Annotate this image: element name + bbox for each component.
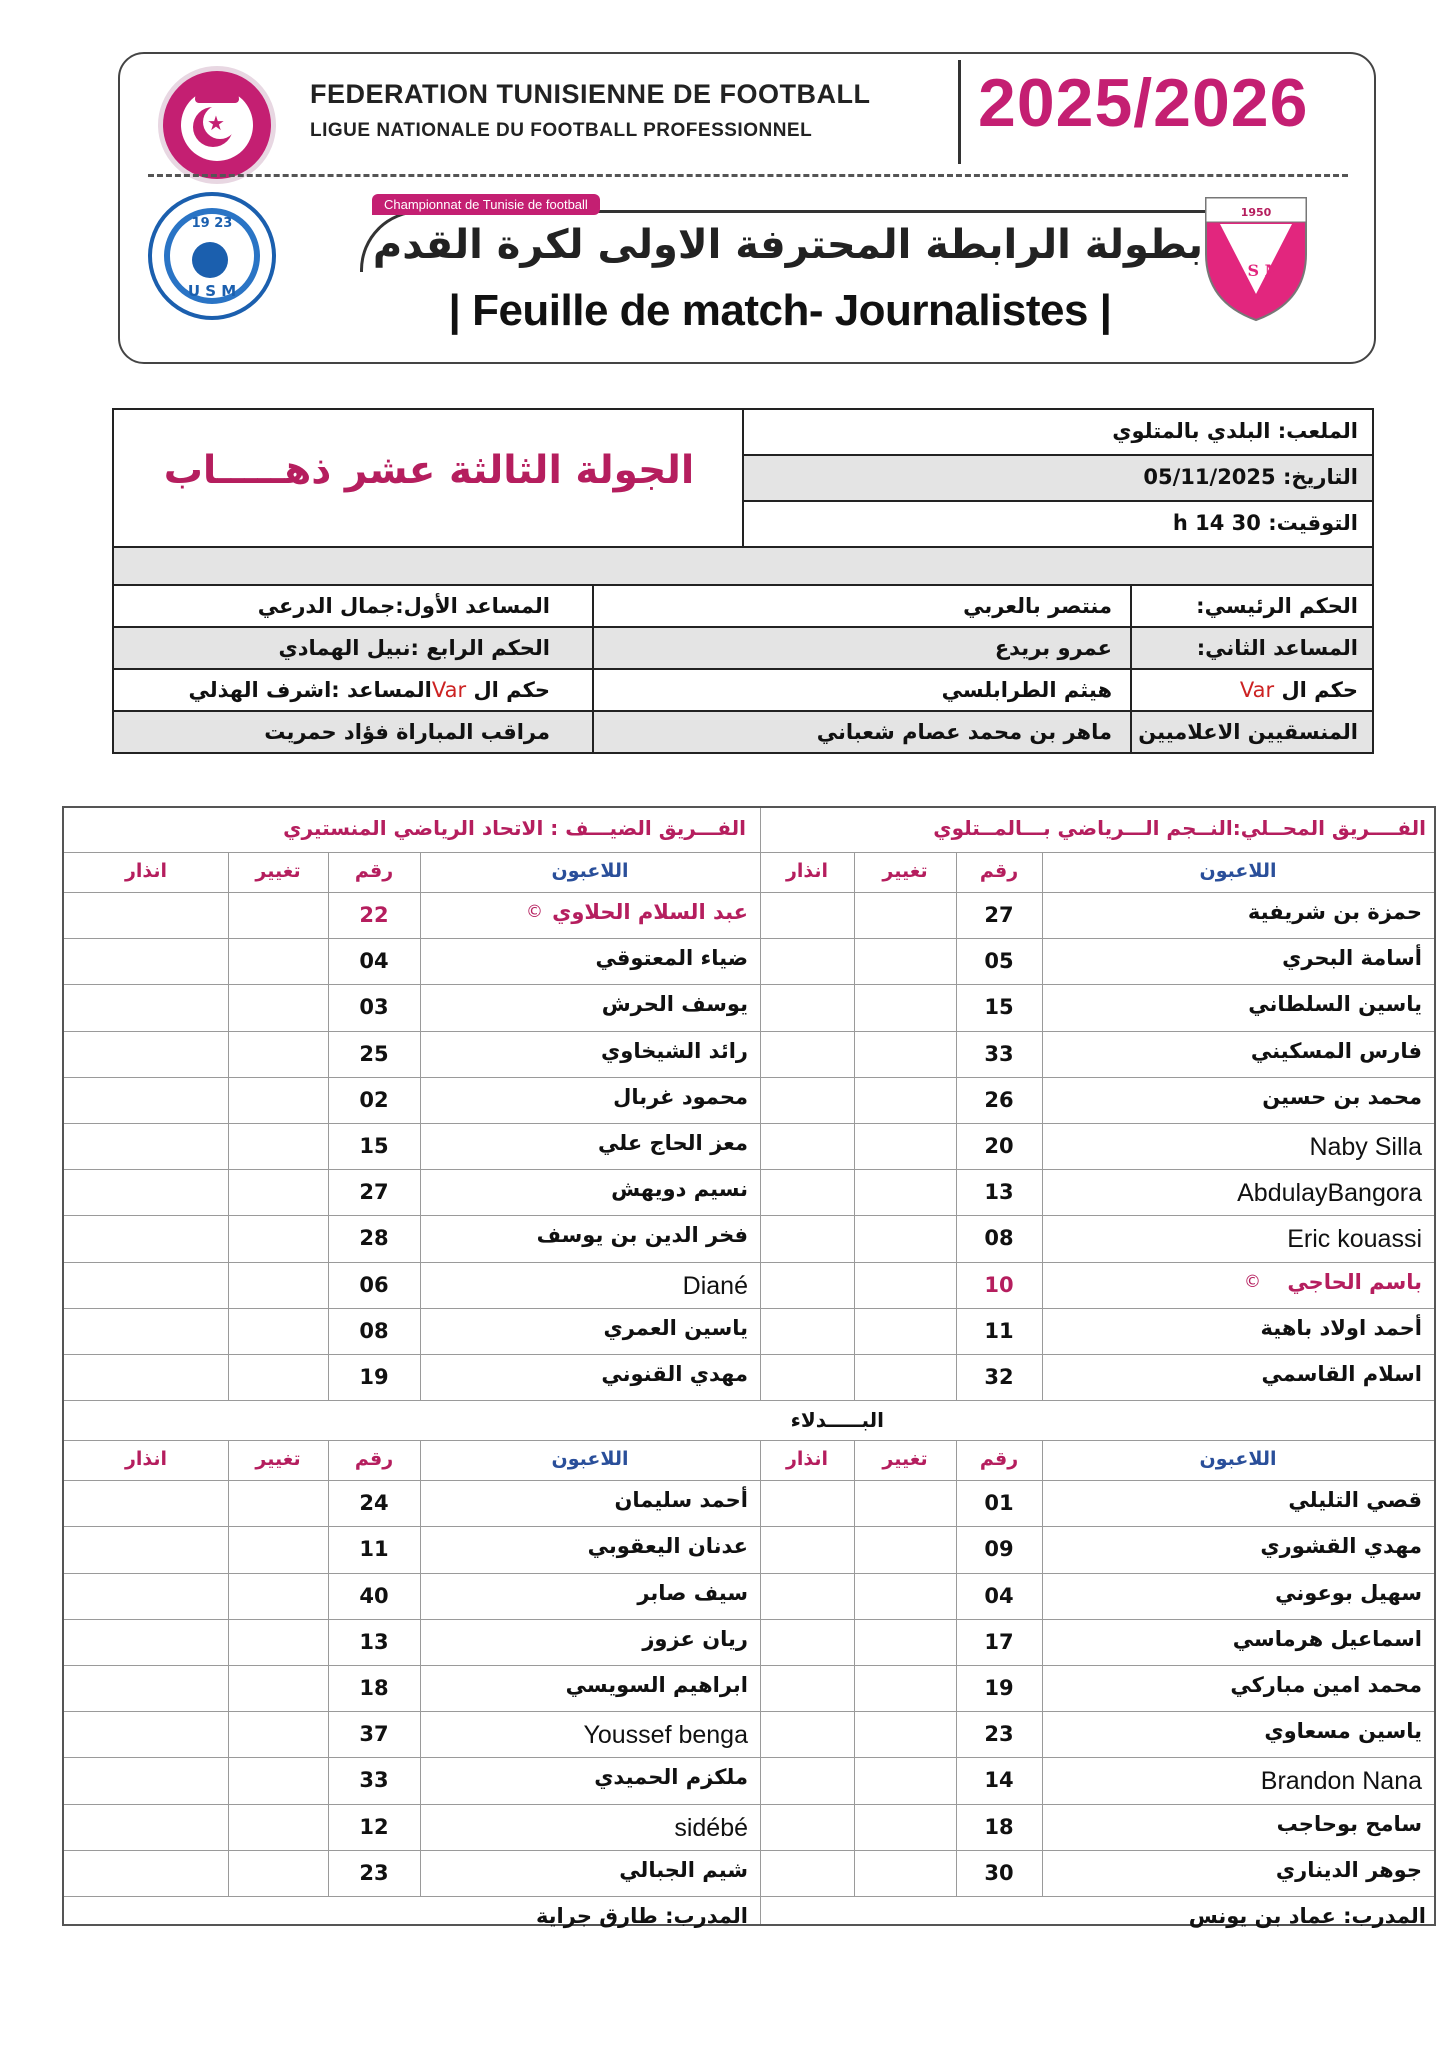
home-header-warning: انذار (785, 860, 829, 882)
row-divider (64, 1619, 1434, 1620)
column-divider (760, 1440, 761, 1924)
assistant-2: عمرو بريدع (994, 636, 1112, 660)
column-divider (956, 852, 957, 1400)
away-player-number: 28 (359, 1226, 389, 1251)
home-player-name: ياسين السلطاني (1248, 992, 1422, 1017)
federation-title: FEDERATION TUNISIENNE DE FOOTBALL (310, 79, 871, 109)
home-player-number: 10 (984, 1272, 1014, 1297)
home-header-number: رقم (979, 860, 1019, 882)
away-player-name: محمود غربال (613, 1084, 748, 1109)
usm-logo-year: 19 23 (191, 216, 233, 231)
match-info-block (112, 408, 1374, 754)
away-player-name: نسيم دويهش (611, 1177, 748, 1202)
row-divider (64, 1757, 1434, 1758)
row-divider (64, 1440, 1434, 1441)
away-header-number: رقم (354, 1448, 394, 1471)
home-player-number: 18 (984, 1814, 1014, 1839)
away-header-sub: تغيير (255, 860, 301, 882)
header-divider (958, 60, 961, 164)
referee-row-1 (114, 586, 1372, 626)
main-referee: منتصر بالعربي (963, 594, 1112, 618)
home-player-name: Brandon Nana (1260, 1767, 1422, 1796)
home-player-number: 20 (984, 1134, 1014, 1158)
assistant-2-label: المساعد الثاني: (1196, 636, 1358, 660)
home-player-number: 27 (984, 903, 1014, 927)
spacer-row (114, 548, 1372, 584)
row-divider (64, 984, 1434, 985)
round-label: الجولة الثالثة عشر ذهـــــاب (163, 448, 695, 493)
team-sheet-table (62, 806, 1436, 1926)
row-divider (64, 1711, 1434, 1712)
home-player-name: حمزة بن شريفية (1247, 900, 1422, 924)
away-player-number: 04 (359, 949, 389, 974)
away-player-number: 22 (359, 903, 389, 927)
assistant-var: حكم ال Varالمساعد :اشرف الهذلي (188, 678, 550, 702)
home-player-name: فارس المسكيني (1250, 1038, 1422, 1063)
home-player-number: 19 (984, 1676, 1014, 1700)
home-player-name: أسامة البحري (1282, 946, 1422, 971)
row-divider (64, 852, 1434, 853)
away-player-name: يوسف الحرش (601, 992, 748, 1017)
row-divider (64, 1896, 1434, 1897)
time-cell (744, 502, 1372, 546)
away-player-name: ريان عزوز (642, 1626, 748, 1651)
away-player-number: 03 (359, 995, 389, 1020)
home-player-name: محمد امين مباركي (1230, 1673, 1422, 1697)
away-player-number: 23 (359, 1860, 389, 1885)
away-player-number: 24 (359, 1491, 389, 1516)
match-time: التوقيت: 30 h 14 (1172, 511, 1358, 535)
home-player-name: AbdulayBangora (1237, 1179, 1422, 1208)
esm-logo-text: E S M (1229, 261, 1283, 280)
home-header-players: اللاعبون (1199, 860, 1277, 882)
home-player-number: 05 (984, 949, 1014, 974)
home-player-number: 04 (984, 1583, 1014, 1608)
fourth-official: الحكم الرابع :نبيل الهمادي (278, 636, 550, 660)
away-player-name: رائد الشيخاوي (601, 1038, 748, 1063)
away-player-name: Youssef benga (583, 1721, 748, 1750)
column-divider (854, 852, 855, 1400)
date-cell (744, 456, 1372, 500)
home-player-number: 08 (984, 1226, 1014, 1251)
column-divider (1042, 1440, 1043, 1896)
home-player-name: اسلام القاسمي (1261, 1362, 1422, 1386)
main-referee-label: الحكم الرئيسي: (1196, 594, 1358, 618)
home-team-title: الفــــريق المحــلي:النــجم الـــرياضي بـــالمــتلوي (933, 816, 1426, 840)
home-player-name: اسماعيل هرماسي (1232, 1626, 1422, 1651)
row-divider (64, 1480, 1434, 1481)
away-player-name: معز الحاج علي (598, 1131, 748, 1155)
away-captain-icon: © (526, 902, 543, 922)
league-title-ar: بطولة الرابطة المحترفة الاولى لكرة القدم (372, 222, 1204, 268)
home-player-number: 23 (984, 1722, 1014, 1747)
column-divider (956, 1440, 957, 1896)
home-player-number: 11 (984, 1318, 1014, 1343)
stadium: الملعب: البلدي بالمتلوي (1112, 419, 1358, 443)
row-divider (64, 1573, 1434, 1574)
column-divider (760, 808, 761, 1400)
away-player-number: 12 (359, 1814, 389, 1839)
away-player-number: 18 (359, 1676, 389, 1700)
away-player-name: فخر الدين بن يوسف (536, 1223, 748, 1248)
ligue-title: LIGUE NATIONALE DU FOOTBALL PROFESSIONNEL (310, 120, 813, 141)
row-divider (64, 1850, 1434, 1851)
assistant-1: المساعد الأول:جمال الدرعي (257, 594, 550, 618)
column-divider (1042, 852, 1043, 1400)
away-player-number: 02 (359, 1087, 389, 1112)
away-player-name: ملكزم الحميدي (594, 1765, 748, 1790)
match-date: التاريخ: 05/11/2025 (1143, 465, 1358, 489)
home-player-name: أحمد اولاد باهية (1260, 1315, 1422, 1340)
federation-logo-icon: ★ (158, 66, 276, 184)
championship-tag: Championnat de Tunisie de football (372, 194, 600, 215)
dashed-divider (148, 174, 1348, 177)
substitutes-title: البـــــدلاء (790, 1408, 884, 1433)
column-divider (228, 1440, 229, 1896)
home-player-name: ياسين مسعاوي (1264, 1719, 1422, 1744)
away-player-number: 25 (359, 1041, 389, 1066)
home-player-number: 26 (984, 1087, 1014, 1112)
home-player-name: باسم الحاجي (1287, 1269, 1422, 1294)
away-header-warning: انذار (124, 1448, 168, 1471)
row-divider (64, 1262, 1434, 1263)
column-divider (328, 1440, 329, 1896)
away-player-name: عبد السلام الحلاوي (552, 900, 748, 924)
home-coach: المدرب: عماد بن يونس (1188, 1904, 1426, 1928)
round-cell (114, 410, 744, 546)
row-divider (64, 1077, 1434, 1078)
away-player-number: 06 (359, 1272, 389, 1297)
home-header-number: رقم (979, 1448, 1019, 1471)
home-header-warning: انذار (785, 1448, 829, 1471)
usm-logo-text: U S M (187, 282, 237, 300)
column-divider (854, 1440, 855, 1896)
away-player-number: 13 (359, 1629, 389, 1654)
sheet-title: | Feuille de match- Journalistes | (448, 286, 1112, 335)
column-divider (420, 852, 421, 1400)
home-player-number: 30 (984, 1860, 1014, 1885)
away-player-name: شيم الجبالي (619, 1857, 748, 1882)
away-player-name: مهدي القنوني (601, 1362, 748, 1386)
away-player-name: ابراهيم السويسي (565, 1673, 748, 1697)
home-player-number: 14 (984, 1768, 1014, 1793)
away-player-number: 37 (359, 1722, 389, 1747)
row-divider (64, 1804, 1434, 1805)
row-divider (64, 938, 1434, 939)
home-player-number: 33 (984, 1041, 1014, 1066)
home-player-name: Naby Silla (1309, 1133, 1422, 1161)
column-divider (420, 1440, 421, 1896)
column-divider (228, 852, 229, 1400)
away-header-players: اللاعبون (551, 860, 629, 882)
away-header-number: رقم (354, 860, 394, 882)
home-player-name: جوهر الديناري (1275, 1857, 1422, 1882)
referee-row-4 (114, 712, 1372, 752)
column-divider (328, 852, 329, 1400)
row-divider (64, 1665, 1434, 1666)
away-header-warning: انذار (124, 860, 168, 882)
usm-logo-icon (148, 192, 276, 320)
home-player-number: 09 (984, 1537, 1014, 1562)
stadium-cell (744, 410, 1372, 454)
away-header-players: اللاعبون (551, 1448, 629, 1471)
season-label: 2025/2026 (978, 65, 1309, 141)
row-divider (64, 1400, 1434, 1401)
row-divider (64, 1308, 1434, 1309)
row-divider (64, 1354, 1434, 1355)
home-player-name: Eric kouassi (1287, 1225, 1422, 1254)
home-player-number: 01 (984, 1491, 1014, 1516)
away-player-number: 33 (359, 1768, 389, 1793)
away-player-number: 11 (359, 1537, 389, 1562)
var-referee: هيثم الطرابلسي (941, 678, 1112, 702)
away-player-number: 40 (359, 1583, 389, 1608)
home-player-name: مهدي القشوري (1260, 1534, 1422, 1559)
row-divider (64, 1123, 1434, 1124)
away-player-number: 08 (359, 1318, 389, 1343)
match-commissioner: مراقب المباراة فؤاد حمريت (264, 720, 550, 744)
home-player-name: قصي التليلي (1288, 1488, 1422, 1513)
home-player-name: سامح بوحاجب (1276, 1811, 1422, 1836)
away-team-title: الفـــريق الضيـــف : الاتحاد الرياضي المنستيري (283, 816, 746, 840)
row-divider (64, 1031, 1434, 1032)
home-header-sub: تغيير (882, 1448, 928, 1471)
row-divider (64, 892, 1434, 893)
home-player-number: 13 (984, 1180, 1014, 1205)
home-player-number: 15 (984, 995, 1014, 1020)
esm-logo-icon (1200, 194, 1312, 324)
home-header-players: اللاعبون (1199, 1448, 1277, 1471)
away-player-name: ضياء المعتوقي (595, 946, 748, 971)
referee-row-3 (114, 670, 1372, 710)
away-player-name: عدنان اليعقوبي (587, 1534, 748, 1559)
home-player-number: 17 (984, 1629, 1014, 1654)
away-header-sub: تغيير (255, 1448, 301, 1471)
home-captain-icon: © (1244, 1271, 1261, 1292)
home-header-sub: تغيير (882, 860, 928, 882)
referee-row-2 (114, 628, 1372, 668)
away-coach: المدرب: طارق جراية (535, 1904, 748, 1928)
media-officers: ماهر بن محمد عصام شعباني (816, 720, 1112, 744)
away-player-name: سيف صابر (637, 1580, 748, 1605)
away-player-name: sidébé (674, 1813, 748, 1842)
row-divider (64, 1215, 1434, 1216)
media-label: المنسقيين الاعلاميين (1138, 720, 1358, 744)
away-player-number: 27 (359, 1180, 389, 1205)
esm-logo-year: 1950 (1240, 206, 1272, 219)
home-player-name: سهيل بوعوني (1275, 1580, 1422, 1605)
away-player-name: ياسين العمري (603, 1315, 748, 1340)
home-player-name: محمد بن حسين (1262, 1084, 1422, 1109)
row-divider (64, 1169, 1434, 1170)
header-card (118, 52, 1376, 364)
row-divider (64, 1526, 1434, 1527)
away-player-name: Diané (682, 1271, 748, 1300)
var-referee-label: حكم ال Var (1239, 678, 1358, 702)
home-player-number: 32 (984, 1365, 1014, 1389)
away-player-number: 15 (359, 1134, 389, 1158)
away-player-name: أحمد سليمان (614, 1488, 748, 1513)
away-player-number: 19 (359, 1365, 389, 1389)
